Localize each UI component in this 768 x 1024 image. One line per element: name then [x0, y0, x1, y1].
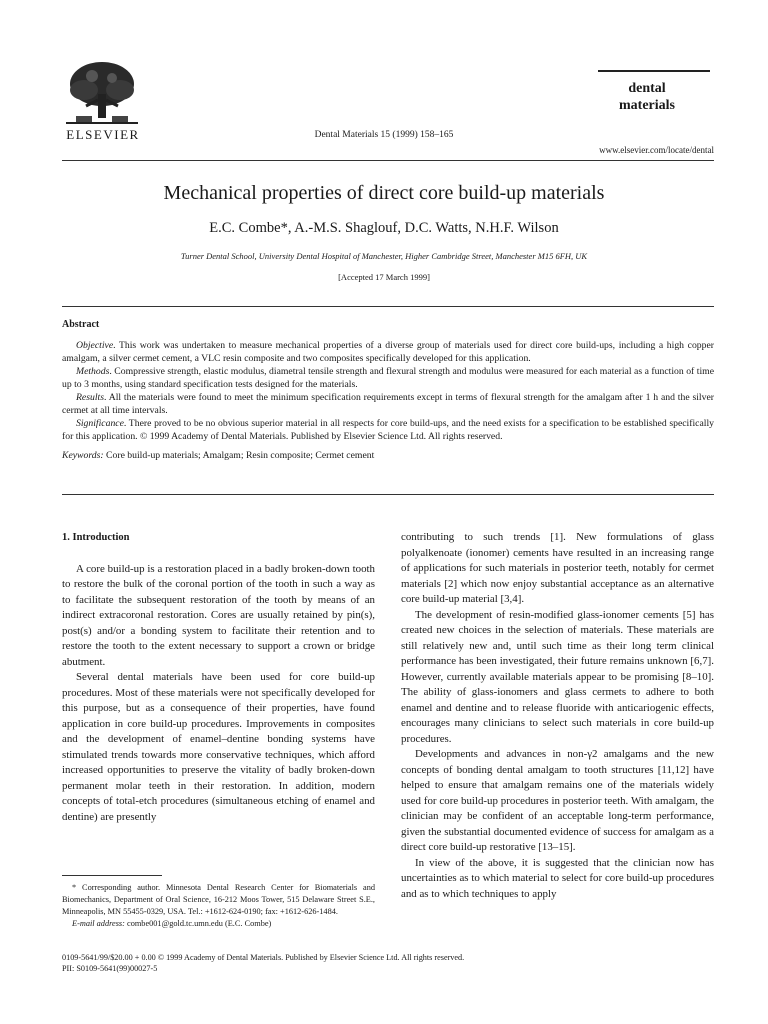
footnote-divider: [62, 875, 162, 876]
header-divider: [62, 160, 714, 161]
significance-text: . There proved to be no obvious superior material in all respects for core build-ups, and the need exists for a specification to be established specifically for this application. © 1999 Academy of Dental Materials. Published by Elsevier Science Ltd. All rights reserved.: [62, 418, 714, 442]
body-paragraph: The development of resin-modified glass-ionomer cements [5] has created new choices in the selection of materials. These materials are still relatively new and, until such time as their long term clinical performance has been investigated, their future remains unknown [6,7]. However, currently available materials appear to be promising [8–10]. The ability of glass-ionomers and glass cermets to adhere to both enamel and dentine and to release fluoride with anticariogenic effects, encourages many clinicians to select such materials in core build-up procedures.: [401, 608, 714, 745]
article-authors: E.C. Combe*, A.-M.S. Shaglouf, D.C. Watts, N.H.F. Wilson: [209, 220, 559, 236]
significance-label: Significance: [76, 418, 124, 429]
body-paragraph: In view of the above, it is suggested that the clinician now has uncertainties as to which material to select for core build-up procedures and as to which techniques to apply: [401, 856, 714, 900]
accepted-date: [Accepted 17 March 1999]: [338, 272, 430, 282]
journal-url-link[interactable]: www.elsevier.com/locate/dental: [599, 145, 714, 155]
section-heading: 1. Introduction: [62, 532, 130, 543]
methods-label: Methods: [76, 366, 110, 377]
abstract-results: [62, 391, 714, 417]
title-divider: [62, 306, 714, 307]
journal-reference: Dental Materials 15 (1999) 158–165: [314, 130, 454, 140]
body-column-right: [401, 530, 714, 902]
footnote: [62, 882, 375, 930]
body-paragraph: Developments and advances in non-γ2 amalgams and the new concepts of bonding dental amalgam to tooth structures [11,12] have helped to ensure that amalgam remains one of the materials widely used for core build-up procedures in posterior teeth. With amalgam, the clinician may be confident of an acceptable long-term performance, given the substantial documented evidence of success for amalgam as a direct core build-up restorative [13–15].: [401, 748, 714, 853]
email-label: E-mail address:: [72, 919, 125, 928]
article-title: Mechanical properties of direct core build-up materials: [163, 182, 605, 204]
brand-line-2: materials: [619, 98, 675, 113]
body-column-left: [62, 530, 375, 825]
email-link[interactable]: combe001@gold.tc.umn.edu (E.C. Combe): [124, 919, 272, 928]
brand-line-1: dental: [628, 81, 666, 96]
body-paragraph: contributing to such trends [1]. New formulations of glass polyalkenoate (ionomer) cements have resulted in an increasing range of applications for such materials in posterior teeth, notably for cermet materials [2] which now enjoy substantial acceptance as an alternative core build-up material [3,4].: [401, 531, 714, 605]
abstract-keywords: [62, 449, 714, 462]
email-note: [62, 918, 375, 930]
abstract-significance: [62, 417, 714, 443]
keywords-label: Keywords:: [62, 450, 104, 461]
publisher-name: ELSEVIER: [66, 127, 140, 142]
body-paragraph: Several dental materials have been used for core build-up procedures. Most of these materials were not specifically developed for this purpose, but as a consequence of their properties, have found application in core build-up procedures. Improvements in composites and the development of enamel–dentine bonding systems have stimulated trends towards more conservative techniques, which afford increased opportunities to preserve the vitality of badly broken-down permanent molar teeth in their restoration. In addition, modern concepts of total-etch procedures (simultaneous etching of enamel and dentine) are presently: [62, 671, 375, 823]
abstract-objective: [62, 339, 714, 365]
methods-text: . Compressive strength, elastic modulus, diametral tensile strength and flexural strength and modulus were measured for each material as a function of time up to 3 months, using standard specification tests designed for the materials.: [62, 366, 714, 390]
results-label: Results: [76, 392, 104, 403]
copyright-block: [62, 952, 714, 974]
journal-brand: [602, 80, 692, 114]
objective-text: . This work was undertaken to measure mechanical properties of a diverse group of materials used for direct core build-ups, including a high copper amalgam, a silver cermet cement, a VLC resin composite and two composites specifically developed for this application.: [62, 340, 714, 364]
corresponding-author-note: * Corresponding author. Minnesota Dental Research Center for Biomaterials and Biomechanics, Department of Oral Science, 16-212 Moos Tower, 515 Delaware Street S.E., Minneapolis, MN 55455-0329, USA. Tel.: +1612-624-0190; fax: +1612-626-1484.: [62, 883, 375, 916]
abstract-methods: [62, 365, 714, 391]
abstract-divider: [62, 494, 714, 495]
pii-line: PII: S0109-5641(99)00027-5: [62, 964, 158, 973]
body-paragraph: A core build-up is a restoration placed in a badly broken-down tooth to restore the bulk of the coronal portion of the tooth in such a way as to facilitate the subsequent restoration of the tooth by means of an indirect extracoronal restoration. Cores are usually retained by pin(s), post(s) and/or a bonding system to facilitate their retention and to restore the tooth to the extent necessary to support a crown or bridge abutment.: [62, 562, 375, 668]
abstract-heading: Abstract: [62, 319, 100, 330]
brand-rule: [598, 70, 710, 72]
keywords-text: Core build-up materials; Amalgam; Resin composite; Cermet cement: [103, 450, 375, 461]
author-affiliation: Turner Dental School, University Dental Hospital of Manchester, Higher Cambridge Street, Manchester M15 6FH, UK: [180, 251, 588, 261]
copyright-line: 0109-5641/99/$20.00 + 0.00 © 1999 Academy of Dental Materials. Published by Elsevier Science Ltd. All rights reserved.: [62, 953, 465, 962]
objective-label: Objective: [76, 340, 114, 351]
abstract-section: [62, 318, 714, 462]
results-text: . All the materials were found to meet the minimum specification requirements except in terms of flexural strength for the amalgam after 1 h and the silver cermet at all time intervals.: [62, 392, 714, 416]
